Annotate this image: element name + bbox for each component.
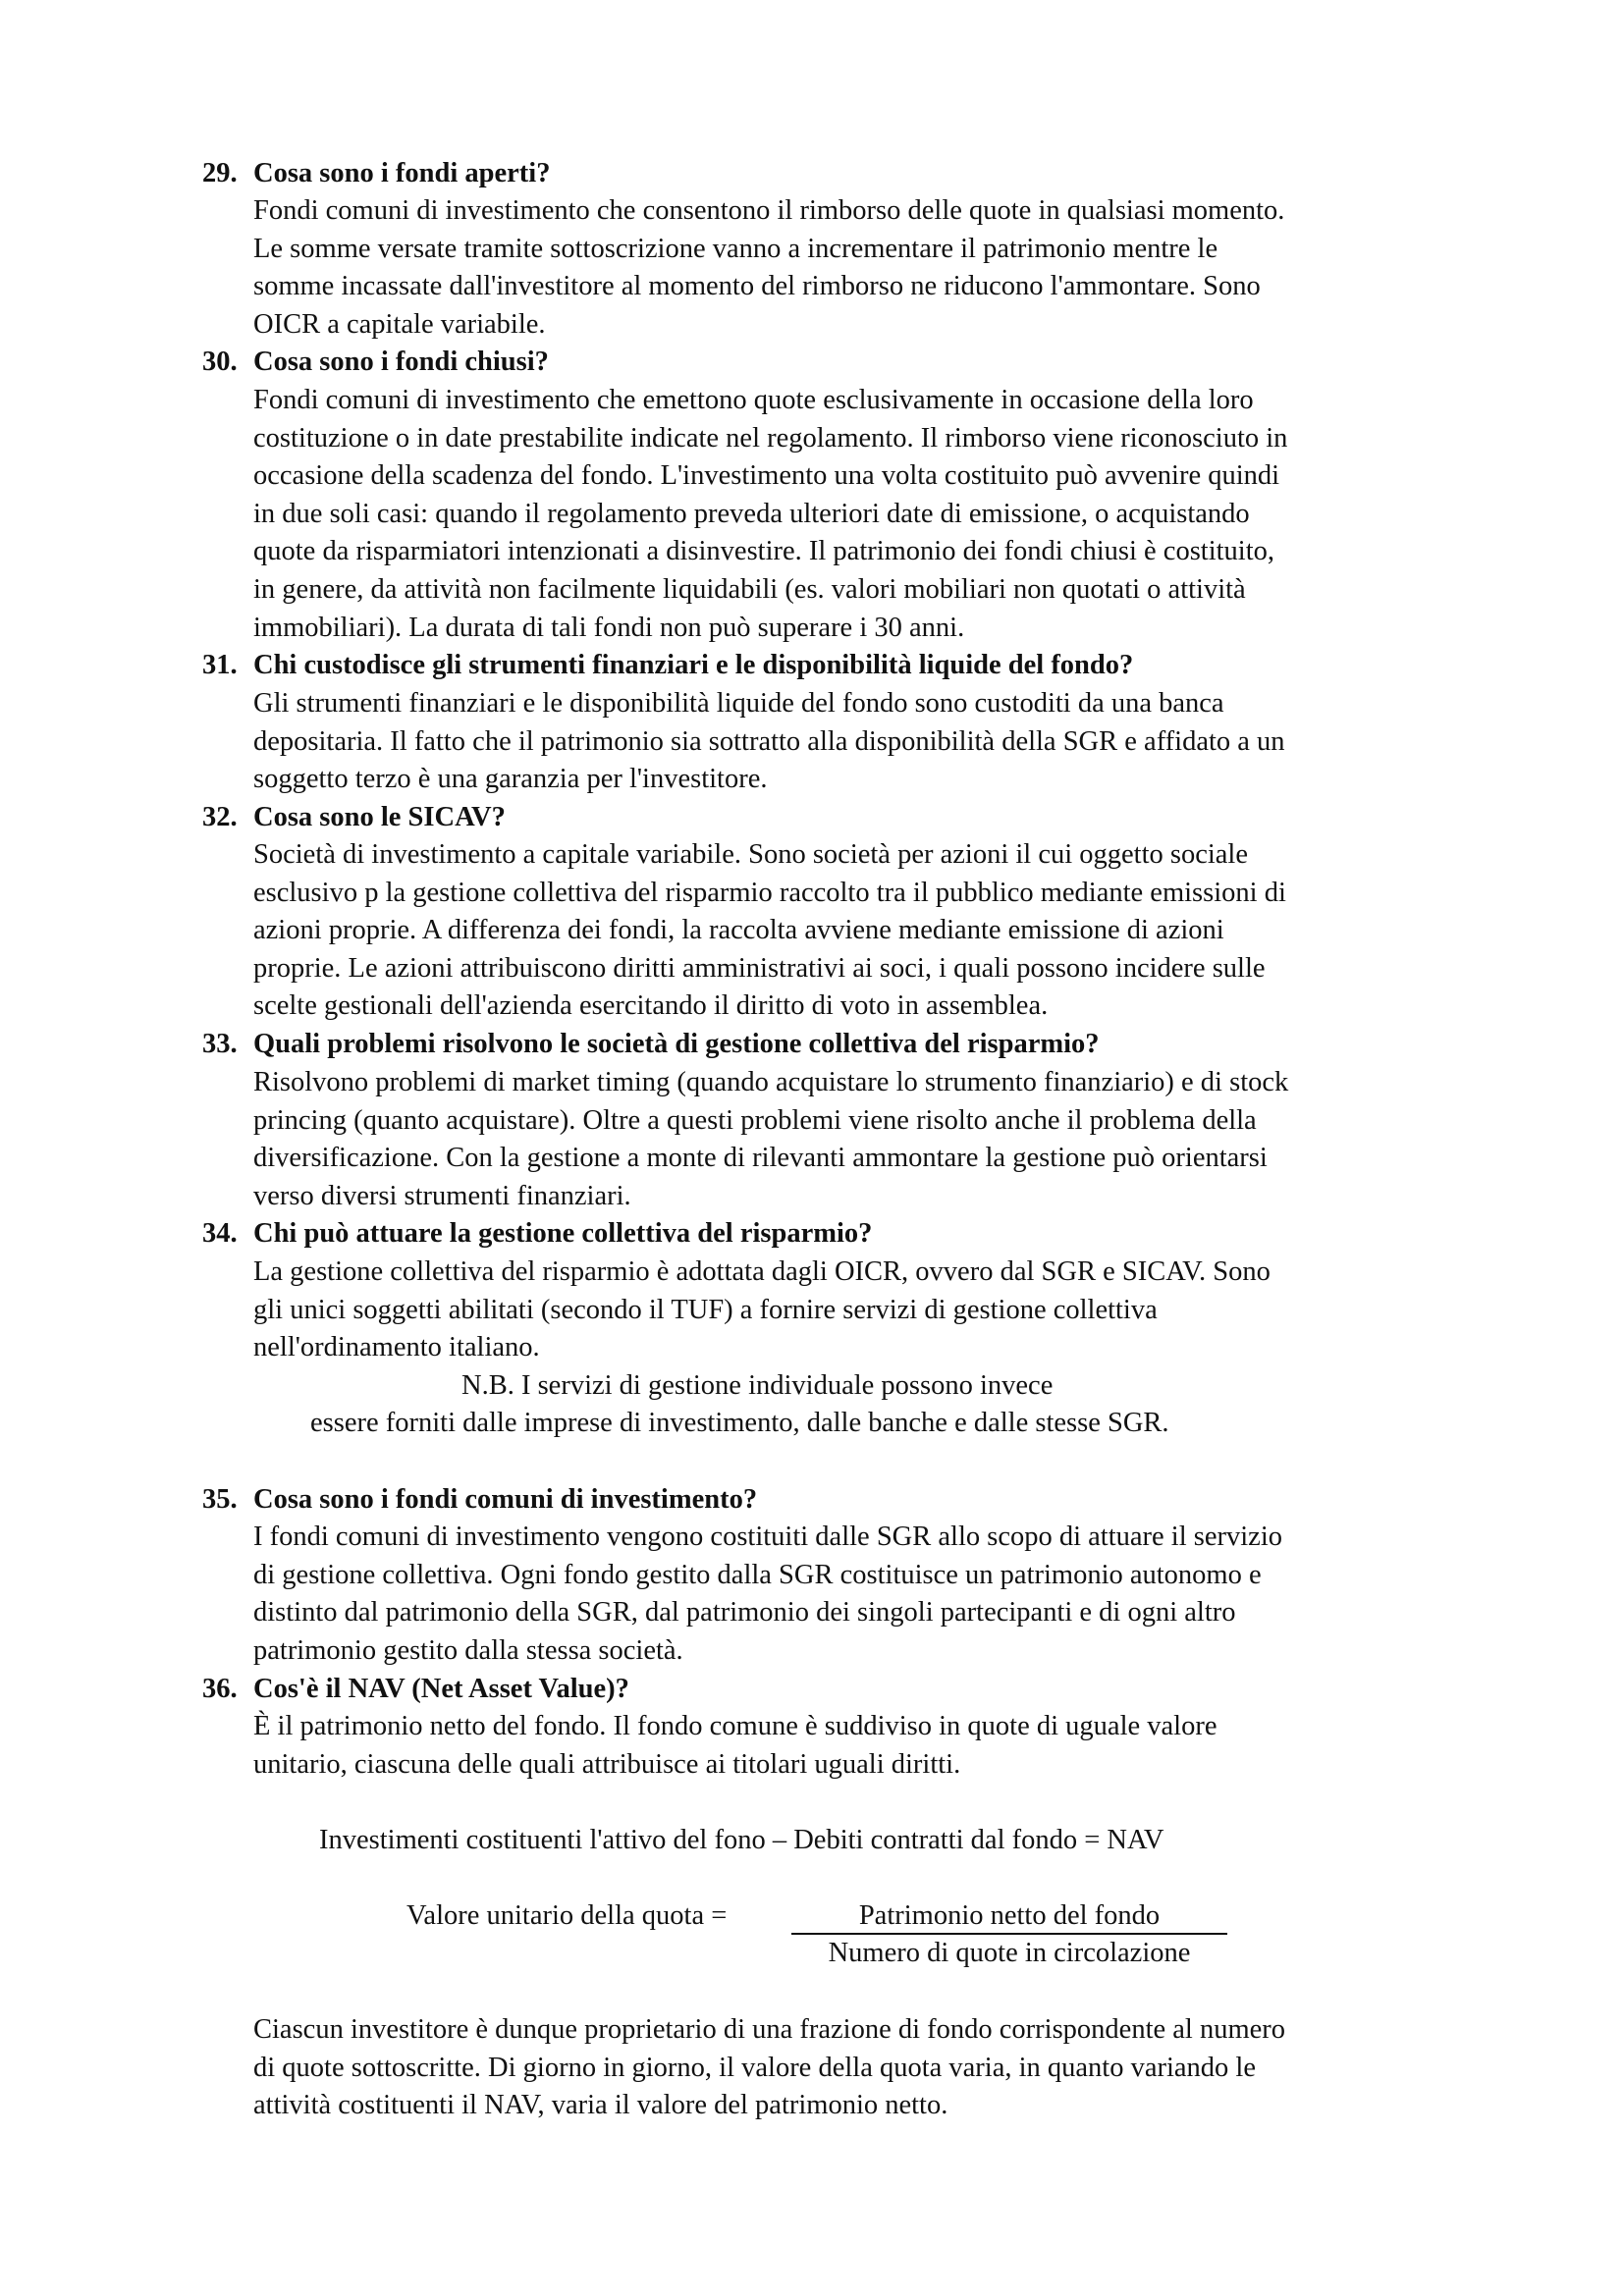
quota-formula-denominator: Numero di quote in circolazione [828, 1938, 1191, 1968]
answer-line: Gli strumenti finanziari e le disponibilità liquide del fondo sono custoditi da una banca [253, 688, 1224, 719]
answer-30 [253, 382, 1490, 647]
answer-line: patrimonio gestito dalla stessa società. [253, 1634, 683, 1666]
answer-line: proprie. Le azioni attribuiscono diritti amministrativi ai soci, i quali possono incidere sulle [253, 952, 1266, 984]
question-29 [202, 155, 550, 193]
question-number: 29. [202, 158, 238, 188]
nav-formula: Investimenti costituenti l'attivo del fono – Debiti contratti dal fondo = NAV [319, 1825, 1164, 1855]
question-36 [202, 1671, 629, 1709]
answer-line: Fondi comuni di investimento che emettono quote esclusivamente in occasione della loro [253, 385, 1254, 415]
answer-line: quote da risparmiatori intenzionati a disinvestire. Il patrimonio dei fondi chiusi è costituito, [253, 536, 1275, 567]
question-number: 35. [202, 1484, 238, 1515]
note-line-2: essere forniti dalle imprese di investimento, dalle banche e dalle stesse SGR. [310, 1408, 1169, 1438]
answer-32 [253, 836, 1490, 1026]
answer-line: occasione della scadenza del fondo. L'investimento una volta costituito può avvenire quindi [253, 460, 1280, 492]
answer-line: nell'ordinamento italiano. [253, 1332, 540, 1363]
answer-line: in due soli casi: quando il regolamento preveda ulteriori date di emissione, o acquistando [253, 498, 1250, 529]
question-30 [202, 344, 549, 382]
question-text: Cosa sono i fondi aperti? [253, 158, 551, 188]
question-35 [202, 1481, 757, 1520]
question-text: Cosa sono i fondi chiusi? [253, 347, 549, 377]
question-text: Cosa sono i fondi comuni di investimento? [253, 1484, 758, 1515]
answer-line: somme incassate dall'investitore al momento del rimborso ne riducono l'ammontare. Sono [253, 271, 1261, 302]
answer-line: Risolvono problemi di market timing (quando acquistare lo strumento finanziario) e di stock [253, 1067, 1289, 1097]
answer-line: I fondi comuni di investimento vengono costituiti dalle SGR allo scopo di attuare il servizio [253, 1522, 1282, 1552]
answer-line: La gestione collettiva del risparmio è adottata dagli OICR, ovvero dal SGR e SICAV. Sono [253, 1256, 1271, 1287]
question-31 [202, 647, 1133, 685]
answer-line: distinto dal patrimonio della SGR, dal patrimonio dei singoli partecipanti e di ogni altro [253, 1597, 1236, 1629]
question-text: Quali problemi risolvono le società di gestione collettiva del risparmio? [253, 1029, 1100, 1059]
paragraph-line: di quote sottoscritte. Di giorno in giorno, il valore della quota varia, in quanto variando le [253, 2052, 1257, 2083]
paragraph-line: attività costituenti il NAV, varia il valore del patrimonio netto. [253, 2090, 948, 2121]
answer-34 [253, 1254, 1490, 1367]
question-text: Chi può attuare la gestione collettiva del risparmio? [253, 1218, 873, 1249]
answer-29 [253, 192, 1490, 344]
answer-line: depositaria. Il fatto che il patrimonio sia sottratto alla disponibilità della SGR e affidato a un [253, 725, 1285, 757]
question-number: 30. [202, 347, 238, 377]
quota-formula-numerator: Patrimonio netto del fondo [791, 1901, 1227, 1935]
answer-line: in genere, da attività non facilmente liquidabili (es. valori mobiliari non quotati o attività [253, 573, 1246, 605]
answer-line: soggetto terzo è una garanzia per l'investitore. [253, 764, 768, 795]
answer-36 [253, 1708, 1490, 1784]
question-number: 33. [202, 1029, 238, 1059]
answer-line: gli unici soggetti abilitati (secondo il TUF) a fornire servizi di gestione collettiva [253, 1294, 1158, 1325]
paragraph-line: Ciascun investitore è dunque proprietario di una frazione di fondo corrispondente al numero [253, 2014, 1286, 2045]
question-33 [202, 1026, 1100, 1064]
answer-line: OICR a capitale variabile. [253, 308, 546, 340]
answer-line: Le somme versate tramite sottoscrizione vanno a incrementare il patrimonio mentre le [253, 233, 1218, 264]
answer-line: unitario, ciascuna delle quali attribuisce ai titolari uguali diritti. [253, 1748, 961, 1780]
answer-line: È il patrimonio netto del fondo. Il fondo comune è suddiviso in quote di uguale valore [253, 1711, 1217, 1741]
question-number: 34. [202, 1218, 238, 1249]
question-number: 32. [202, 802, 238, 832]
answer-line: scelte gestionali dell'azienda esercitando il diritto di voto in assemblea. [253, 990, 1049, 1022]
question-text: Chi custodisce gli strumenti finanziari e le disponibilità liquide del fondo? [253, 650, 1134, 680]
closing-paragraph [253, 2011, 1490, 2125]
answer-line: di gestione collettiva. Ogni fondo gestito dalla SGR costituisce un patrimonio autonomo e [253, 1559, 1262, 1590]
question-32 [202, 799, 506, 837]
question-number: 31. [202, 650, 238, 680]
answer-line: verso diversi strumenti finanziari. [253, 1180, 631, 1211]
question-34 [202, 1215, 872, 1254]
answer-33 [253, 1064, 1490, 1215]
answer-line: princing (quanto acquistare). Oltre a questi problemi viene risolto anche il problema della [253, 1104, 1257, 1136]
answer-line: immobiliari). La durata di tali fondi non può superare i 30 anni. [253, 612, 965, 643]
answer-line: diversificazione. Con la gestione a monte di rilevanti ammontare la gestione può orientarsi [253, 1143, 1268, 1174]
answer-35 [253, 1519, 1490, 1670]
answer-line: Fondi comuni di investimento che consentono il rimborso delle quote in qualsiasi momento. [253, 195, 1285, 226]
note-line-1: N.B. I servizi di gestione individuale possono invece [461, 1370, 1054, 1401]
question-text: Cos'è il NAV (Net Asset Value)? [253, 1674, 629, 1704]
question-number: 36. [202, 1674, 238, 1704]
question-text: Cosa sono le SICAV? [253, 802, 506, 832]
answer-line: Società di investimento a capitale variabile. Sono società per azioni il cui oggetto sociale [253, 839, 1249, 870]
quota-formula-label: Valore unitario della quota = [406, 1900, 728, 1931]
answer-line: azioni proprie. A differenza dei fondi, la raccolta avviene mediante emissione di azioni [253, 915, 1224, 946]
answer-31 [253, 685, 1490, 799]
answer-line: costituzione o in date prestabilite indicate nel regolamento. Il rimborso viene riconosciuto in [253, 422, 1288, 454]
answer-line: esclusivo p la gestione collettiva del risparmio raccolto tra il pubblico mediante emissioni di [253, 877, 1286, 908]
